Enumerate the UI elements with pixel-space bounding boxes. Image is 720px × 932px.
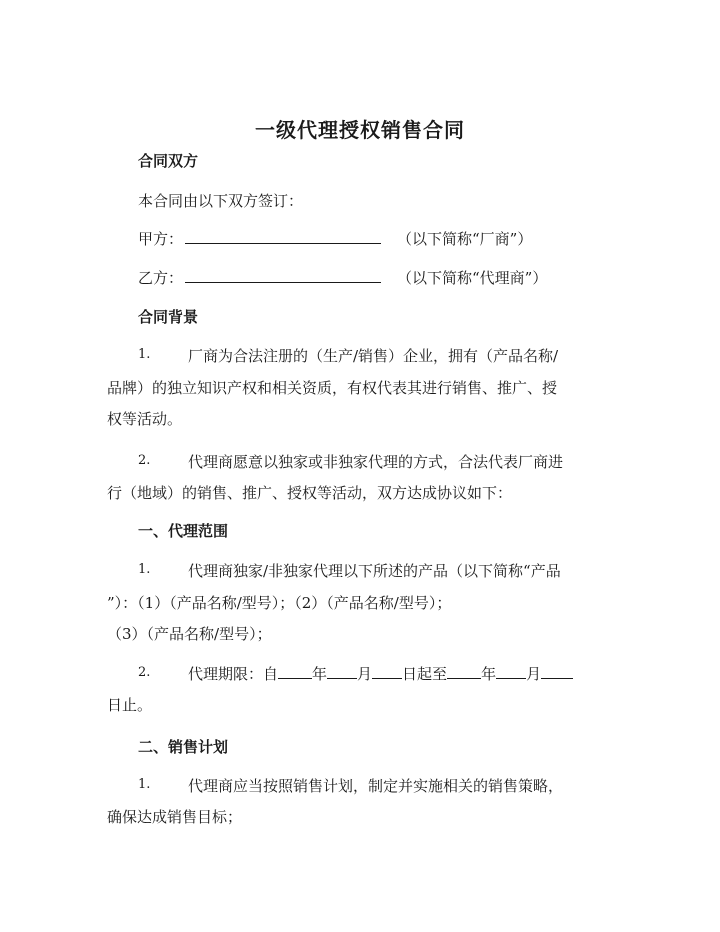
parties-intro: 本合同由以下双方签订：	[138, 192, 304, 210]
party-a-blank[interactable]	[185, 229, 381, 244]
month-label-1: 月	[357, 665, 373, 683]
section-2-item-1-line-2: 确保达成销售目标；	[107, 808, 243, 826]
start-year-blank[interactable]	[278, 665, 312, 679]
parties-heading: 合同双方	[138, 152, 199, 170]
party-b-label: 乙方：	[138, 269, 184, 287]
party-a-row	[138, 228, 532, 249]
party-b-blank[interactable]	[185, 268, 381, 283]
end-year-blank[interactable]	[447, 665, 481, 679]
section-1-item-1-number: 1.	[138, 562, 151, 577]
end-day-blank[interactable]	[541, 665, 573, 679]
section-1-heading: 一、代理范围	[138, 522, 229, 540]
until-label: 日起至	[402, 665, 448, 683]
section-2-heading: 二、销售计划	[138, 738, 229, 756]
agency-period-label: 代理期限：自	[188, 665, 279, 683]
year-label-2: 年	[481, 665, 497, 683]
section-2-item-1-number: 1.	[138, 777, 151, 792]
year-label-1: 年	[312, 665, 328, 683]
background-item-2-line-2: 行（地域）的销售、推广、授权等活动，双方达成协议如下：	[107, 484, 513, 502]
background-item-1-line-3: 权等活动。	[107, 410, 183, 428]
section-1-item-2-number: 2.	[138, 665, 151, 680]
background-item-2-number: 2.	[138, 453, 151, 468]
party-a-alias: （以下简称“厂商”）	[397, 230, 533, 248]
background-item-2-line-1: 代理商愿意以独家或非独家代理的方式，合法代表厂商进	[188, 453, 564, 471]
party-b-alias: （以下简称“代理商”）	[397, 269, 548, 287]
party-b-row	[138, 267, 547, 288]
start-month-blank[interactable]	[327, 665, 357, 679]
background-item-1-number: 1.	[138, 347, 151, 362]
background-heading: 合同背景	[138, 308, 199, 326]
agency-period-line	[188, 663, 573, 684]
section-2-item-1-line-1: 代理商应当按照销售计划，制定并实施相关的销售策略，	[188, 777, 564, 795]
section-1-item-1-line-2: ”）：（1）（产品名称/型号）；（2）（产品名称/型号）；	[107, 594, 452, 612]
document-title: 一级代理授权销售合同	[255, 118, 465, 142]
party-a-label: 甲方：	[138, 230, 184, 248]
section-1-item-1-line-3: （3）（产品名称/型号）；	[107, 625, 272, 643]
background-item-1-line-2: 品牌）的独立知识产权和相关资质，有权代表其进行销售、推广、授	[107, 379, 558, 397]
background-item-1-line-1: 厂商为合法注册的（生产/销售）企业，拥有（产品名称/	[188, 347, 559, 365]
agency-period-tail: 日止。	[107, 696, 153, 714]
end-month-blank[interactable]	[496, 665, 526, 679]
start-day-blank[interactable]	[372, 665, 402, 679]
month-label-2: 月	[526, 665, 542, 683]
section-1-item-1-line-1: 代理商独家/非独家代理以下所述的产品（以下简称“产品	[188, 562, 561, 580]
